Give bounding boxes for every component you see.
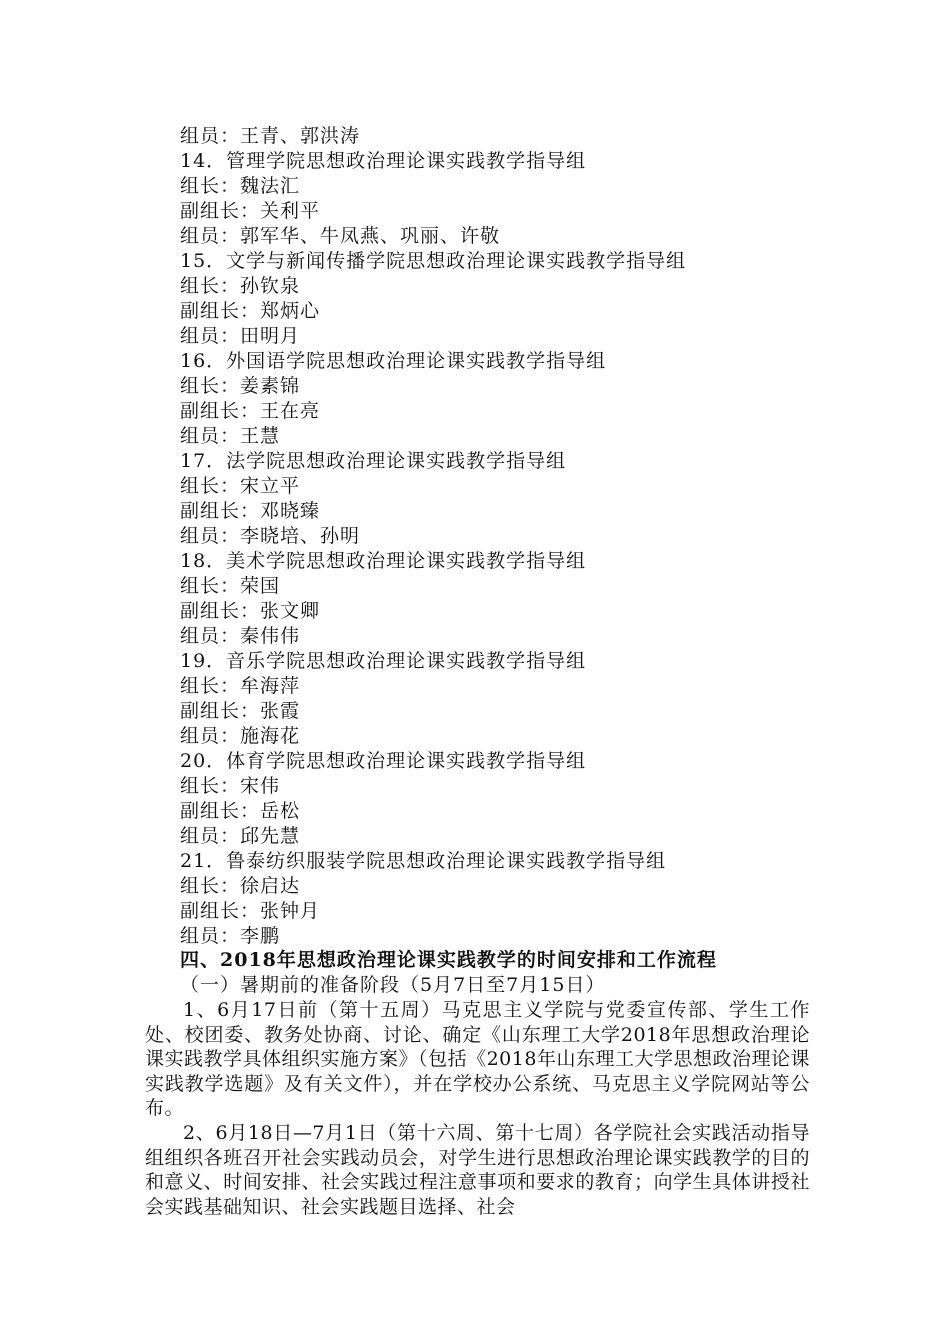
leader-line: 组长：牟海萍 xyxy=(180,675,301,697)
deputy-leader-line: 副组长：郑炳心 xyxy=(180,300,321,322)
group-heading: 14．管理学院思想政治理论课实践教学指导组 xyxy=(180,150,587,172)
group-heading: 19．音乐学院思想政治理论课实践教学指导组 xyxy=(180,650,587,672)
member-line: 组员：王慧 xyxy=(180,425,281,447)
group-heading: 20．体育学院思想政治理论课实践教学指导组 xyxy=(180,750,587,772)
leader-line: 组长：魏法汇 xyxy=(180,175,301,197)
member-line: 组员：王青、郭洪涛 xyxy=(180,125,361,147)
leader-line: 组长：孙钦泉 xyxy=(180,275,301,297)
leader-line: 组长：宋伟 xyxy=(180,775,281,797)
section-heading: 四、2018年思想政治理论课实践教学的时间安排和工作流程 xyxy=(180,949,717,971)
member-line: 组员：郭军华、牛凤燕、巩丽、许敬 xyxy=(180,225,501,247)
deputy-leader-line: 副组长：张文卿 xyxy=(180,600,321,622)
deputy-leader-line: 副组长：张钟月 xyxy=(180,900,321,922)
deputy-leader-line: 副组长：关利平 xyxy=(180,200,321,222)
member-line: 组员：秦伟伟 xyxy=(180,625,301,647)
leader-line: 组长：荣国 xyxy=(180,575,281,597)
deputy-leader-line: 副组长：王在亮 xyxy=(180,400,321,422)
member-line: 组员：李晓培、孙明 xyxy=(180,525,361,547)
member-line: 组员：田明月 xyxy=(180,325,301,347)
subsection-heading: （一）暑期前的准备阶段（5月7日至7月15日） xyxy=(180,974,606,996)
body-paragraph: 1、6月17日前（第十五周）马克思主义学院与党委宣传部、学生工作处、校团委、教务处协商、讨论、确定《山东理工大学2018年思想政治理论课实践教学具体组织实施方案》（包括《2018年山东理工大学思想政治理论课实践教学选题》及有关文件），并在学校办公系统、马克思主义学院网站等公布。 xyxy=(145,999,810,1120)
member-line: 组员：施海花 xyxy=(180,725,301,747)
group-heading: 17．法学院思想政治理论课实践教学指导组 xyxy=(180,450,567,472)
deputy-leader-line: 副组长：邓晓臻 xyxy=(180,500,321,522)
body-paragraph: 2、6月18日—7月1日（第十六周、第十七周）各学院社会实践活动指导组组织各班召开社会实践动员会，对学生进行思想政治理论课实践教学的目的和意义、时间安排、社会实践过程注意事项和要求的教育；向学生具体讲授社会实践基础知识、社会实践题目选择、社会 xyxy=(145,1122,810,1218)
deputy-leader-line: 副组长：张霞 xyxy=(180,700,301,722)
leader-line: 组长：姜素锦 xyxy=(180,375,301,397)
leader-line: 组长：徐启达 xyxy=(180,875,301,897)
group-heading: 21．鲁泰纺织服装学院思想政治理论课实践教学指导组 xyxy=(180,850,667,872)
group-heading: 15．文学与新闻传播学院思想政治理论课实践教学指导组 xyxy=(180,250,687,272)
leader-line: 组长：宋立平 xyxy=(180,475,301,497)
member-line: 组员：邱先慧 xyxy=(180,825,301,847)
deputy-leader-line: 副组长：岳松 xyxy=(180,800,301,822)
group-heading: 16．外国语学院思想政治理论课实践教学指导组 xyxy=(180,350,607,372)
group-heading: 18．美术学院思想政治理论课实践教学指导组 xyxy=(180,550,587,572)
member-line: 组员：李鹏 xyxy=(180,925,281,947)
